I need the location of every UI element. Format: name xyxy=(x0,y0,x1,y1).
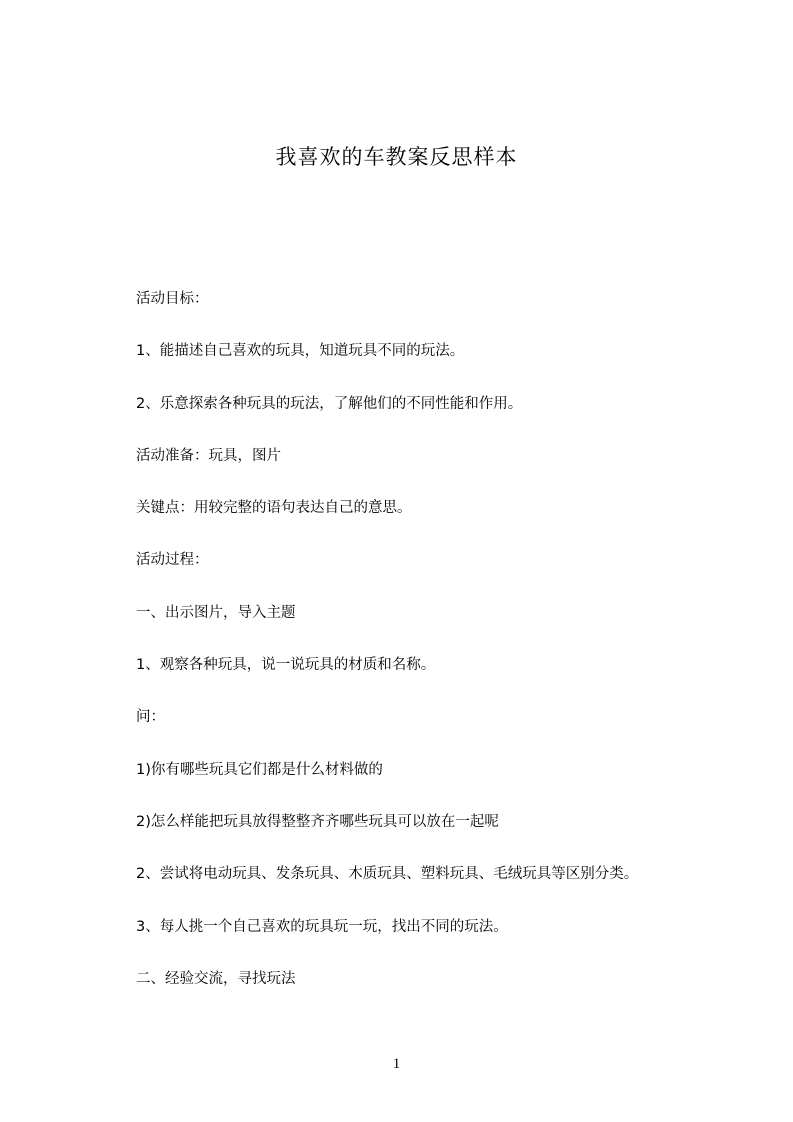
body-line: 二、经验交流，寻找玩法 xyxy=(136,970,296,987)
body-line: 2)怎么样能把玩具放得整整齐齐哪些玩具可以放在一起呢 xyxy=(136,813,499,830)
document-title: 我喜欢的车教案反思样本 xyxy=(275,145,518,169)
body-line: 1、观察各种玩具，说一说玩具的材质和名称。 xyxy=(136,657,436,674)
body-line: 活动过程： xyxy=(136,552,209,569)
body-line: 问： xyxy=(136,709,165,726)
body-line: 一、出示图片，导入主题 xyxy=(136,604,296,621)
body-line: 2、乐意探索各种玩具的玩法，了解他们的不同性能和作用。 xyxy=(136,395,523,412)
body-line: 2、尝试将电动玩具、发条玩具、木质玩具、塑料玩具、毛绒玩具等区别分类。 xyxy=(136,866,639,883)
body-line: 活动目标： xyxy=(136,291,209,307)
body-line: 3、每人挑一个自己喜欢的玩具玩一玩，找出不同的玩法。 xyxy=(136,918,508,935)
page-number: 1 xyxy=(392,1056,401,1072)
body-line: 1)你有哪些玩具它们都是什么材料做的 xyxy=(136,761,383,778)
body-line: 1、能描述自己喜欢的玩具，知道玩具不同的玩法。 xyxy=(136,343,465,360)
document-body xyxy=(136,287,736,1019)
body-line: 活动准备：玩具，图片 xyxy=(136,447,281,464)
body-line: 关键点：用较完整的语句表达自己的意思。 xyxy=(136,500,412,517)
